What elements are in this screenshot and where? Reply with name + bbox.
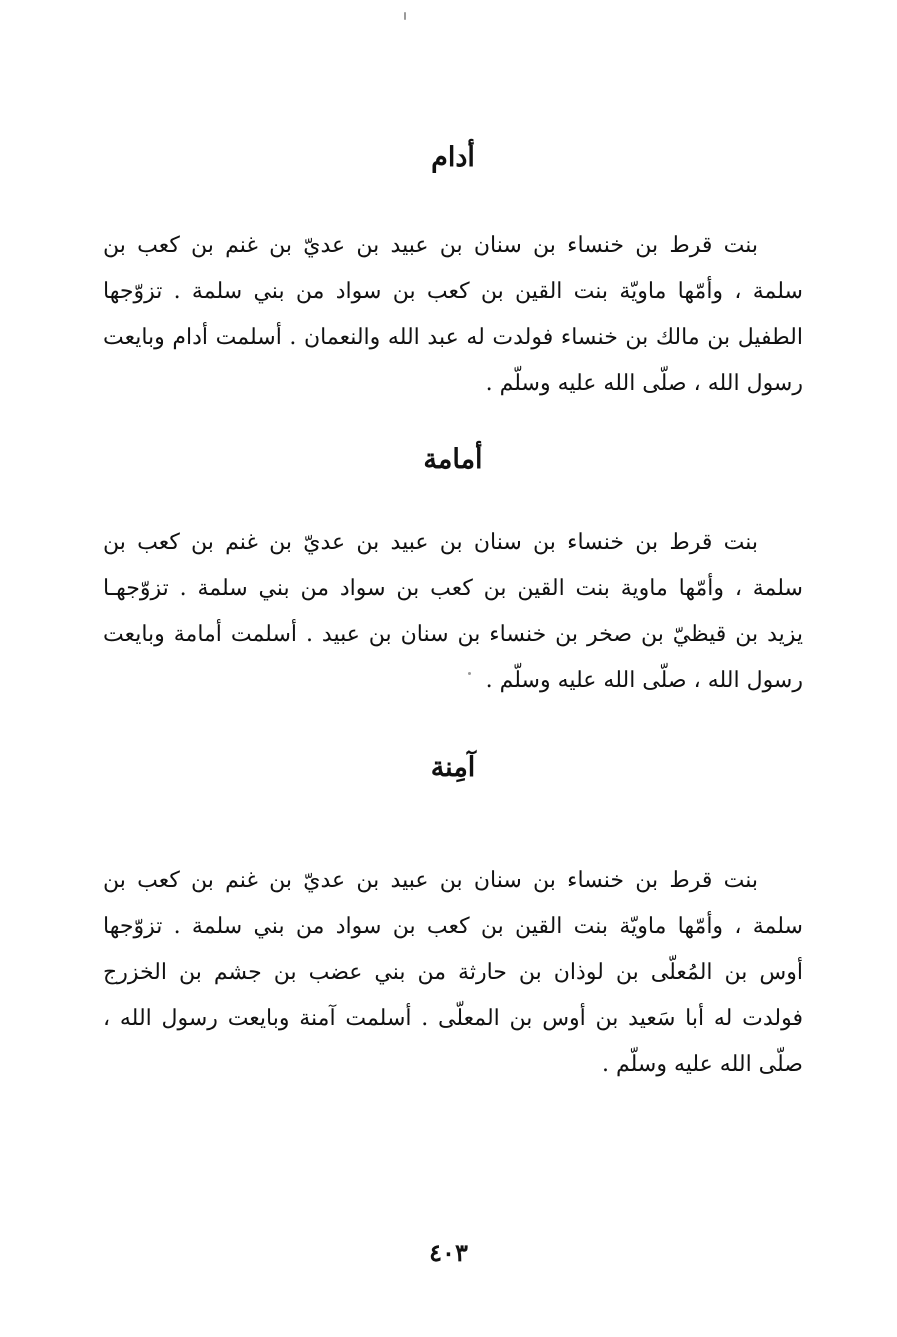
entry-amina	[103, 748, 803, 1088]
entry-umama	[103, 440, 803, 704]
text-line: بنت قرط بن خنساء بن سنان بن عبيد بن عديّ بن غنم بن كعب بن	[103, 868, 758, 893]
entry-adam	[103, 138, 803, 407]
text-line: الطفيل بن مالك بن خنساء فولدت له عبد الله والنعمان . أسلمت أدام وبايعت	[103, 325, 803, 350]
text-line: فولدت له أبا سَعيد بن أوس بن المعلّى . أسلمت آمنة وبايعت رسول الله ،	[103, 1006, 803, 1031]
entry-title: آمِنة	[430, 752, 476, 783]
text-line: رسول الله ، صلّى الله عليه وسلّم .	[485, 371, 803, 396]
entry-title: أمامة	[423, 444, 483, 475]
entry-text	[103, 858, 803, 1088]
text-line: رسول الله ، صلّى الله عليه وسلّم .	[485, 668, 803, 693]
text-line: سلمة ، وأمّها ماويّة بنت القين بن كعب بن سواد من بني سلمة . تزوّجها	[103, 279, 803, 304]
entry-text	[103, 223, 803, 407]
text-line: أوس بن المُعلّى بن لوذان بن حارثة من بني عضب بن جشم بن الخزرج	[103, 960, 803, 985]
entry-text	[103, 520, 803, 704]
text-line: سلمة ، وأمّها ماوية بنت القين بن كعب بن سواد من بني سلمة . تزوّجهـا	[103, 576, 803, 601]
page-number: ٤٠٣	[429, 1238, 468, 1267]
text-line: سلمة ، وأمّها ماويّة بنت القين بن كعب بن سواد من بني سلمة . تزوّجها	[103, 914, 803, 939]
text-line: صلّى الله عليه وسلّم .	[602, 1052, 803, 1077]
scan-speck	[404, 12, 406, 20]
entry-title: أدام	[431, 142, 475, 173]
text-line: بنت قرط بن خنساء بن سنان بن عبيد بن عديّ بن غنم بن كعب بن	[103, 530, 758, 555]
text-line: يزيد بن قيظيّ بن صخر بن خنساء بن سنان بن عبيد . أسلمت أمامة وبايعت	[103, 622, 803, 647]
text-line: بنت قرط بن خنساء بن سنان بن عبيد بن عديّ بن غنم بن كعب بن	[103, 233, 758, 258]
